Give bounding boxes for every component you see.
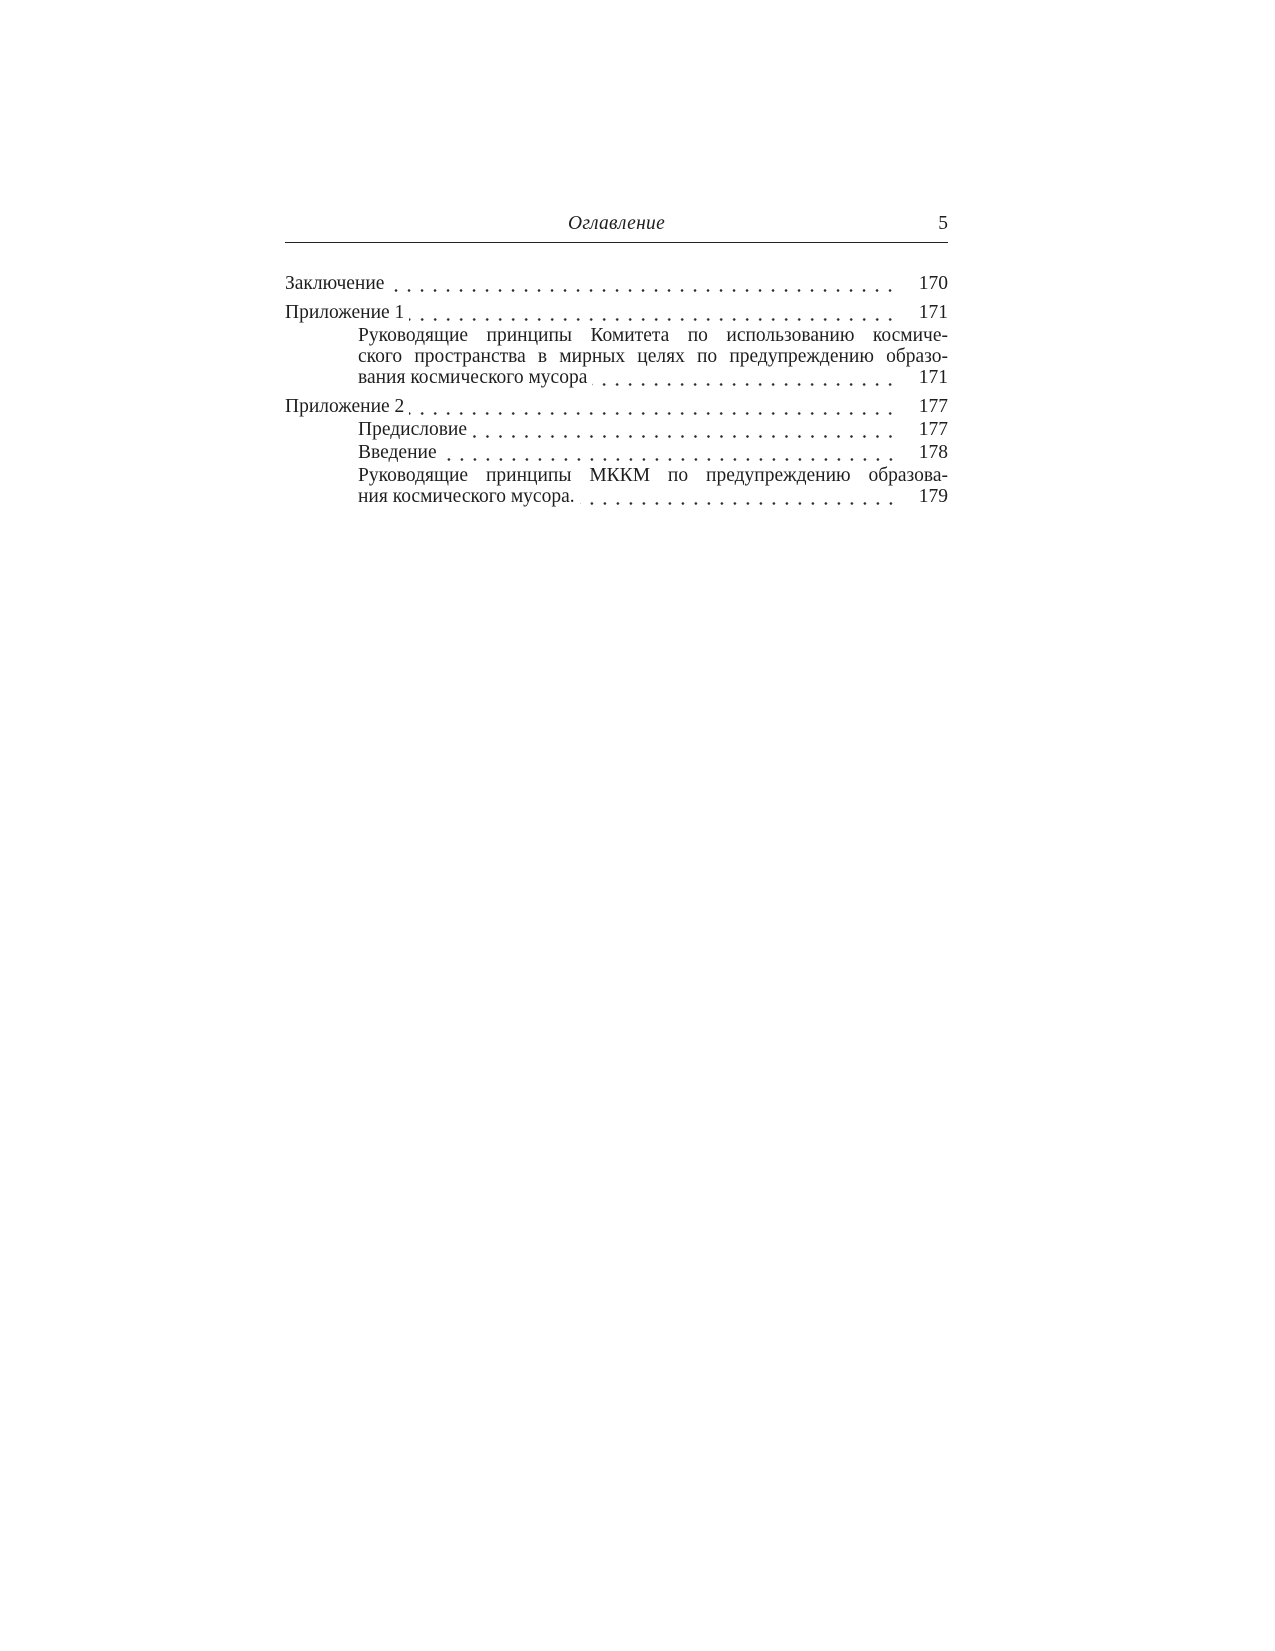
- toc-entry-lines: [285, 273, 948, 294]
- toc-entry-text: Заключение: [285, 273, 385, 294]
- toc-entry-text-line: ского пространства в мирных целях по предупреждению образо-: [358, 346, 948, 367]
- toc-list: [285, 273, 948, 507]
- toc-entry: [285, 273, 948, 294]
- toc-entry-text: Приложение 2: [285, 396, 405, 417]
- dot-leader: [472, 419, 900, 440]
- dot-leader: [409, 396, 900, 417]
- toc-entry-page-number: 171: [918, 302, 948, 323]
- toc-entry-text-line: Руководящие принципы МККМ по предупреждению образова-: [358, 465, 948, 486]
- toc-entry-page-number: 170: [918, 273, 948, 294]
- toc-entry-lines: [358, 325, 948, 388]
- toc-entry-last-line: [358, 419, 948, 440]
- toc-entry-page-number: 177: [918, 419, 948, 440]
- toc-entry: [285, 325, 948, 388]
- toc-entry-lines: [358, 419, 948, 440]
- toc-entry-lines: [358, 465, 948, 507]
- dot-leader: [580, 486, 900, 507]
- toc-entry-text-line: Руководящие принципы Комитета по использованию космиче-: [358, 325, 948, 346]
- toc-entry: [285, 419, 948, 440]
- toc-entry-last-line: [358, 367, 948, 388]
- page-number: 5: [938, 213, 948, 234]
- running-head: [285, 213, 948, 235]
- toc-entry: [285, 396, 948, 417]
- dot-leader: [409, 302, 900, 323]
- toc-entry-last-line: [285, 273, 948, 294]
- toc-entry-lines: [285, 396, 948, 417]
- toc-entry-last-line: [358, 442, 948, 463]
- dot-leader: [592, 367, 900, 388]
- toc-entry-lines: [285, 302, 948, 323]
- toc-entry-text: Введение: [358, 442, 437, 463]
- toc-entry-last-line: [285, 302, 948, 323]
- toc-entry-text: ния космического мусора.: [358, 486, 575, 507]
- page-content: [285, 213, 948, 507]
- toc-entry-lines: [358, 442, 948, 463]
- toc-entry-last-line: [285, 396, 948, 417]
- toc-entry-page-number: 177: [918, 396, 948, 417]
- toc-entry-last-line: [358, 486, 948, 507]
- toc-entry-page-number: 171: [918, 367, 948, 388]
- dot-leader: [389, 273, 900, 294]
- header-rule: [285, 242, 948, 243]
- toc-entry: [285, 302, 948, 323]
- dot-leader: [442, 442, 900, 463]
- toc-entry-page-number: 178: [918, 442, 948, 463]
- toc-entry-text: Предисловие: [358, 419, 468, 440]
- page-title: Оглавление: [567, 213, 666, 234]
- toc-entry-page-number: 179: [918, 486, 948, 507]
- toc-entry-text: Приложение 1: [285, 302, 405, 323]
- toc-entry: [285, 442, 948, 463]
- toc-entry-text: вания космического мусора: [358, 367, 588, 388]
- toc-entry: [285, 465, 948, 507]
